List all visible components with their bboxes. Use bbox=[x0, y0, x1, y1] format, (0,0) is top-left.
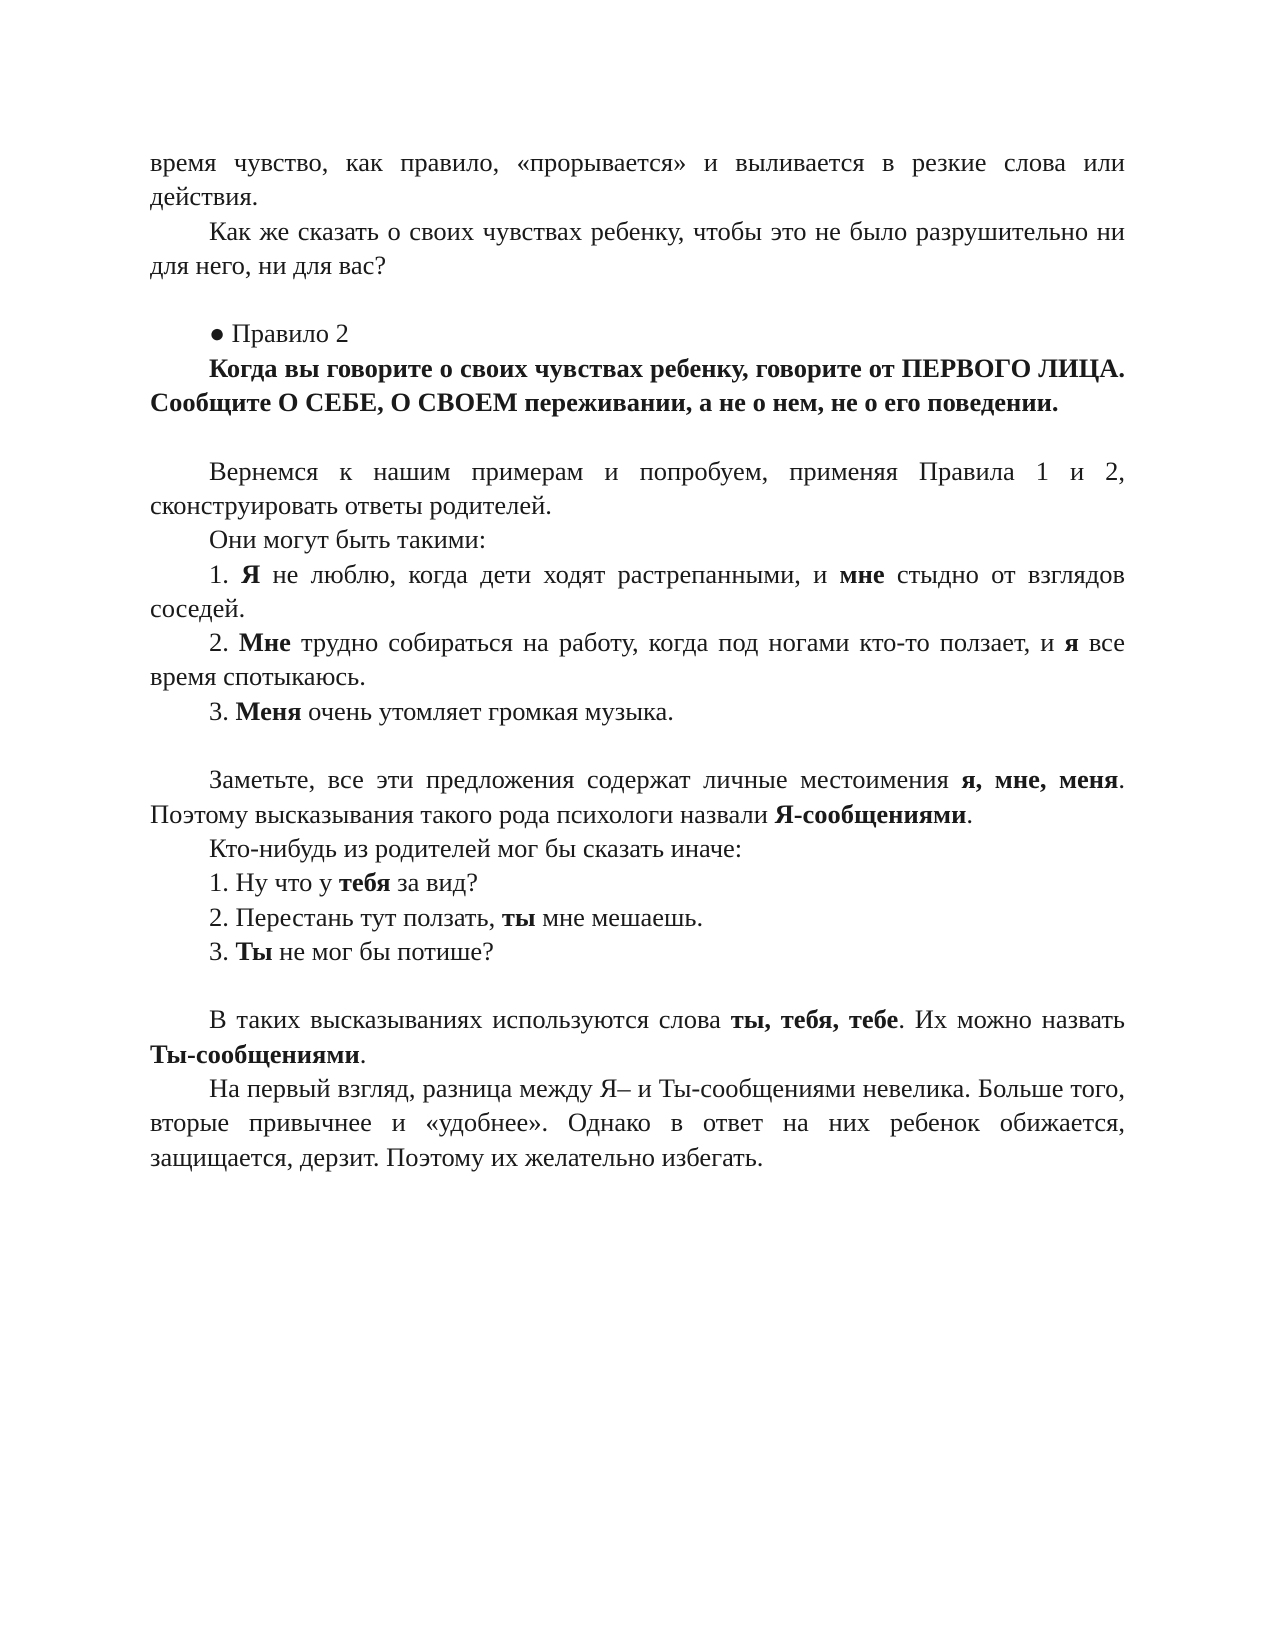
you-example-1: 1. Ну что у тебя за вид? bbox=[209, 867, 478, 898]
spacer bbox=[150, 419, 1125, 453]
i-example-3: 3. Меня очень утомляет громкая музыка. bbox=[209, 695, 674, 726]
you-example-2: 2. Перестань тут ползать, ты мне мешаешь. bbox=[209, 901, 704, 932]
i-example-2: 2. Мне трудно собираться на работу, когда под ногами кто-то ползает, и я все время спотыкаюсь. bbox=[150, 627, 1126, 692]
rule-title: Правило 2 bbox=[231, 318, 349, 349]
rule-heading bbox=[150, 316, 1125, 350]
i-example-1: 1. Я не люблю, когда дети ходят растрепанными, и мне стыдно от взглядов соседей. bbox=[150, 558, 1125, 623]
paragraph-continuation: время чувство, как правило, «прорывается» и выливается в резкие слова или действия. bbox=[150, 147, 1125, 212]
spacer bbox=[150, 728, 1125, 762]
paragraph-question: Как же сказать о своих чувствах ребенку, чтобы это не было разрушительно ни для него, ни для вас? bbox=[150, 215, 1125, 280]
paragraph-conclusion: На первый взгляд, разница между Я– и Ты-сообщениями невелика. Больше того, вторые привычнее и «удобнее». Однако в ответ на них ребенок обижается, защищается, дерзит. Поэтому их желательно избегать. bbox=[150, 1073, 1125, 1172]
you-example-3: 3. Ты не мог бы потише? bbox=[209, 935, 494, 966]
spacer bbox=[150, 968, 1125, 1002]
spacer bbox=[150, 282, 1125, 316]
paragraph-intro: Вернемся к нашим примерам и попробуем, применяя Правила 1 и 2, сконструировать ответы родителей. bbox=[150, 455, 1125, 520]
paragraph-you-messages: В таких высказываниях используются слова ты, тебя, тебе. Их можно назвать Ты-сообщениями. bbox=[150, 1004, 1125, 1069]
paragraph-otherwise: Кто-нибудь из родителей мог бы сказать иначе: bbox=[209, 832, 743, 863]
document-page bbox=[150, 145, 1125, 1174]
bullet-icon: ● bbox=[209, 318, 226, 349]
rule-text: Когда вы говорите о своих чувствах ребенку, говорите от ПЕРВОГО ЛИЦА. Сообщите О СЕБЕ, О СВОЕМ переживании, а не о нем, не о его поведении. bbox=[150, 352, 1125, 418]
paragraph-lead: Они могут быть такими: bbox=[209, 524, 487, 555]
paragraph-i-messages: Заметьте, все эти предложения содержат личные местоимения я, мне, меня. Поэтому высказывания такого рода психологи назвали Я-сообщениями. bbox=[150, 764, 1126, 829]
